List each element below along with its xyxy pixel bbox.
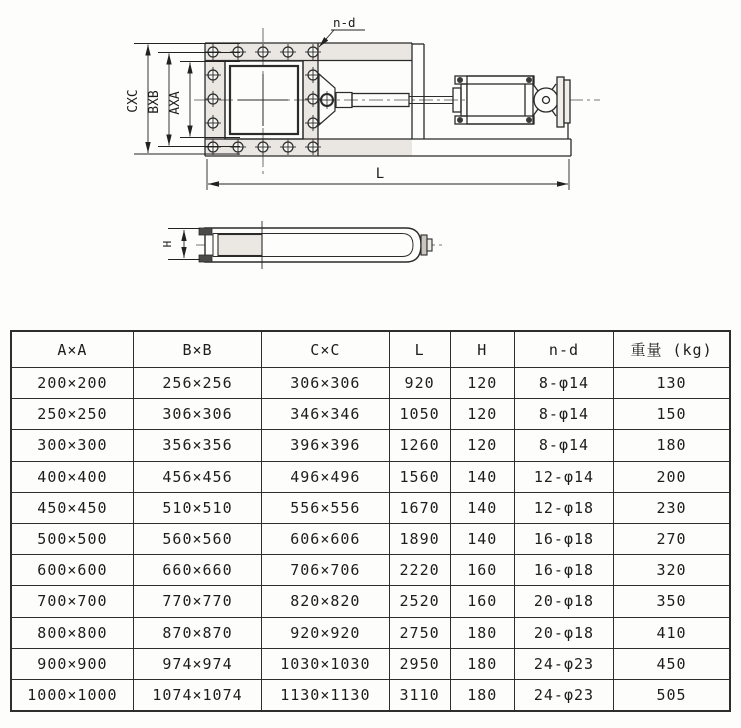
table-cell: 270 — [614, 523, 730, 554]
table-cell: 706×706 — [262, 555, 389, 586]
table-cell: 2750 — [389, 617, 450, 648]
table-cell: 900×900 — [11, 648, 133, 679]
table-cell: 320 — [614, 555, 730, 586]
table-cell: 24-φ23 — [514, 679, 613, 711]
table-cell: 606×606 — [262, 523, 389, 554]
table-cell: 1130×1130 — [262, 679, 389, 711]
table-cell: 12-φ18 — [514, 492, 613, 523]
table-row — [11, 368, 730, 399]
table-cell: 300×300 — [11, 430, 133, 461]
table-cell: 1890 — [389, 523, 450, 554]
table-cell: 1560 — [389, 461, 450, 492]
column-header-bxb: B×B — [133, 331, 261, 368]
table-row — [11, 586, 730, 617]
table-cell: 820×820 — [262, 586, 389, 617]
spec-table-header-row — [11, 331, 730, 368]
table-cell: 400×400 — [11, 461, 133, 492]
table-cell: 200 — [614, 461, 730, 492]
table-cell: 350 — [614, 586, 730, 617]
table-cell: 150 — [614, 399, 730, 430]
table-cell: 180 — [450, 617, 514, 648]
table-row — [11, 679, 730, 711]
table-cell: 356×356 — [133, 430, 261, 461]
table-cell: 2220 — [389, 555, 450, 586]
table-cell: 505 — [614, 679, 730, 711]
valve-technical-drawing — [0, 0, 741, 320]
table-row — [11, 461, 730, 492]
table-cell: 396×396 — [262, 430, 389, 461]
dim-label-l: L — [375, 166, 385, 182]
column-header-nd: n-d — [514, 331, 613, 368]
table-cell: 306×306 — [262, 368, 389, 399]
cylinder-actuator — [453, 76, 570, 139]
table-cell: 20-φ18 — [514, 586, 613, 617]
table-cell: 2520 — [389, 586, 450, 617]
table-cell: 180 — [450, 648, 514, 679]
dim-label-cxc: CXC — [126, 89, 141, 113]
table-cell: 1670 — [389, 492, 450, 523]
table-row — [11, 430, 730, 461]
table-row — [11, 555, 730, 586]
table-cell: 160 — [450, 555, 514, 586]
table-cell: 450 — [614, 648, 730, 679]
center-cross — [238, 74, 288, 126]
table-cell: 140 — [450, 523, 514, 554]
table-cell: 770×770 — [133, 586, 261, 617]
table-cell: 256×256 — [133, 368, 261, 399]
table-cell: 12-φ14 — [514, 461, 613, 492]
table-cell: 1050 — [389, 399, 450, 430]
table-cell: 8-φ14 — [514, 399, 613, 430]
table-row — [11, 648, 730, 679]
column-header-l: L — [389, 331, 450, 368]
table-cell: 180 — [614, 430, 730, 461]
table-cell: 1074×1074 — [133, 679, 261, 711]
column-header-cxc: C×C — [262, 331, 389, 368]
table-cell: 496×496 — [262, 461, 389, 492]
table-cell: 140 — [450, 492, 514, 523]
table-cell: 250×250 — [11, 399, 133, 430]
table-cell: 500×500 — [11, 523, 133, 554]
table-cell: 8-φ14 — [514, 368, 613, 399]
table-cell: 560×560 — [133, 523, 261, 554]
table-cell: 870×870 — [133, 617, 261, 648]
table-cell: 1030×1030 — [262, 648, 389, 679]
clevis-and-rod — [318, 74, 453, 125]
table-cell: 120 — [450, 430, 514, 461]
table-cell: 920 — [389, 368, 450, 399]
spec-table — [10, 330, 731, 712]
spec-table-container — [10, 330, 731, 712]
table-cell: 346×346 — [262, 399, 389, 430]
dim-label-axa: AXA — [168, 91, 183, 115]
table-cell: 120 — [450, 368, 514, 399]
table-cell: 3110 — [389, 679, 450, 711]
table-row — [11, 617, 730, 648]
table-cell: 800×800 — [11, 617, 133, 648]
spec-table-body — [11, 368, 730, 712]
table-cell: 1260 — [389, 430, 450, 461]
table-cell: 306×306 — [133, 399, 261, 430]
table-cell: 230 — [614, 492, 730, 523]
table-cell: 200×200 — [11, 368, 133, 399]
table-cell: 700×700 — [11, 586, 133, 617]
table-cell: 20-φ18 — [514, 617, 613, 648]
table-cell: 974×974 — [133, 648, 261, 679]
table-cell: 410 — [614, 617, 730, 648]
dim-label-bxb: BXB — [147, 90, 162, 114]
column-header-weight: 重量 (kg) — [614, 331, 730, 368]
table-cell: 450×450 — [11, 492, 133, 523]
table-cell: 130 — [614, 368, 730, 399]
table-cell: 920×920 — [262, 617, 389, 648]
table-row — [11, 492, 730, 523]
technical-drawing-container — [0, 0, 741, 324]
column-header-axa: A×A — [11, 331, 133, 368]
table-row — [11, 399, 730, 430]
table-cell: 140 — [450, 461, 514, 492]
table-cell: 24-φ23 — [514, 648, 613, 679]
table-cell: 456×456 — [133, 461, 261, 492]
dim-label-h: H — [161, 240, 174, 248]
table-cell: 16-φ18 — [514, 555, 613, 586]
table-cell: 180 — [450, 679, 514, 711]
table-cell: 1000×1000 — [11, 679, 133, 711]
table-cell: 510×510 — [133, 492, 261, 523]
table-cell: 8-φ14 — [514, 430, 613, 461]
table-row — [11, 523, 730, 554]
column-header-h: H — [450, 331, 514, 368]
table-cell: 2950 — [389, 648, 450, 679]
table-cell: 660×660 — [133, 555, 261, 586]
table-cell: 120 — [450, 399, 514, 430]
table-cell: 16-φ18 — [514, 523, 613, 554]
table-cell: 556×556 — [262, 492, 389, 523]
dim-label-n-d: n-d — [333, 15, 356, 30]
table-cell: 160 — [450, 586, 514, 617]
table-cell: 600×600 — [11, 555, 133, 586]
side-view-body — [199, 221, 432, 269]
